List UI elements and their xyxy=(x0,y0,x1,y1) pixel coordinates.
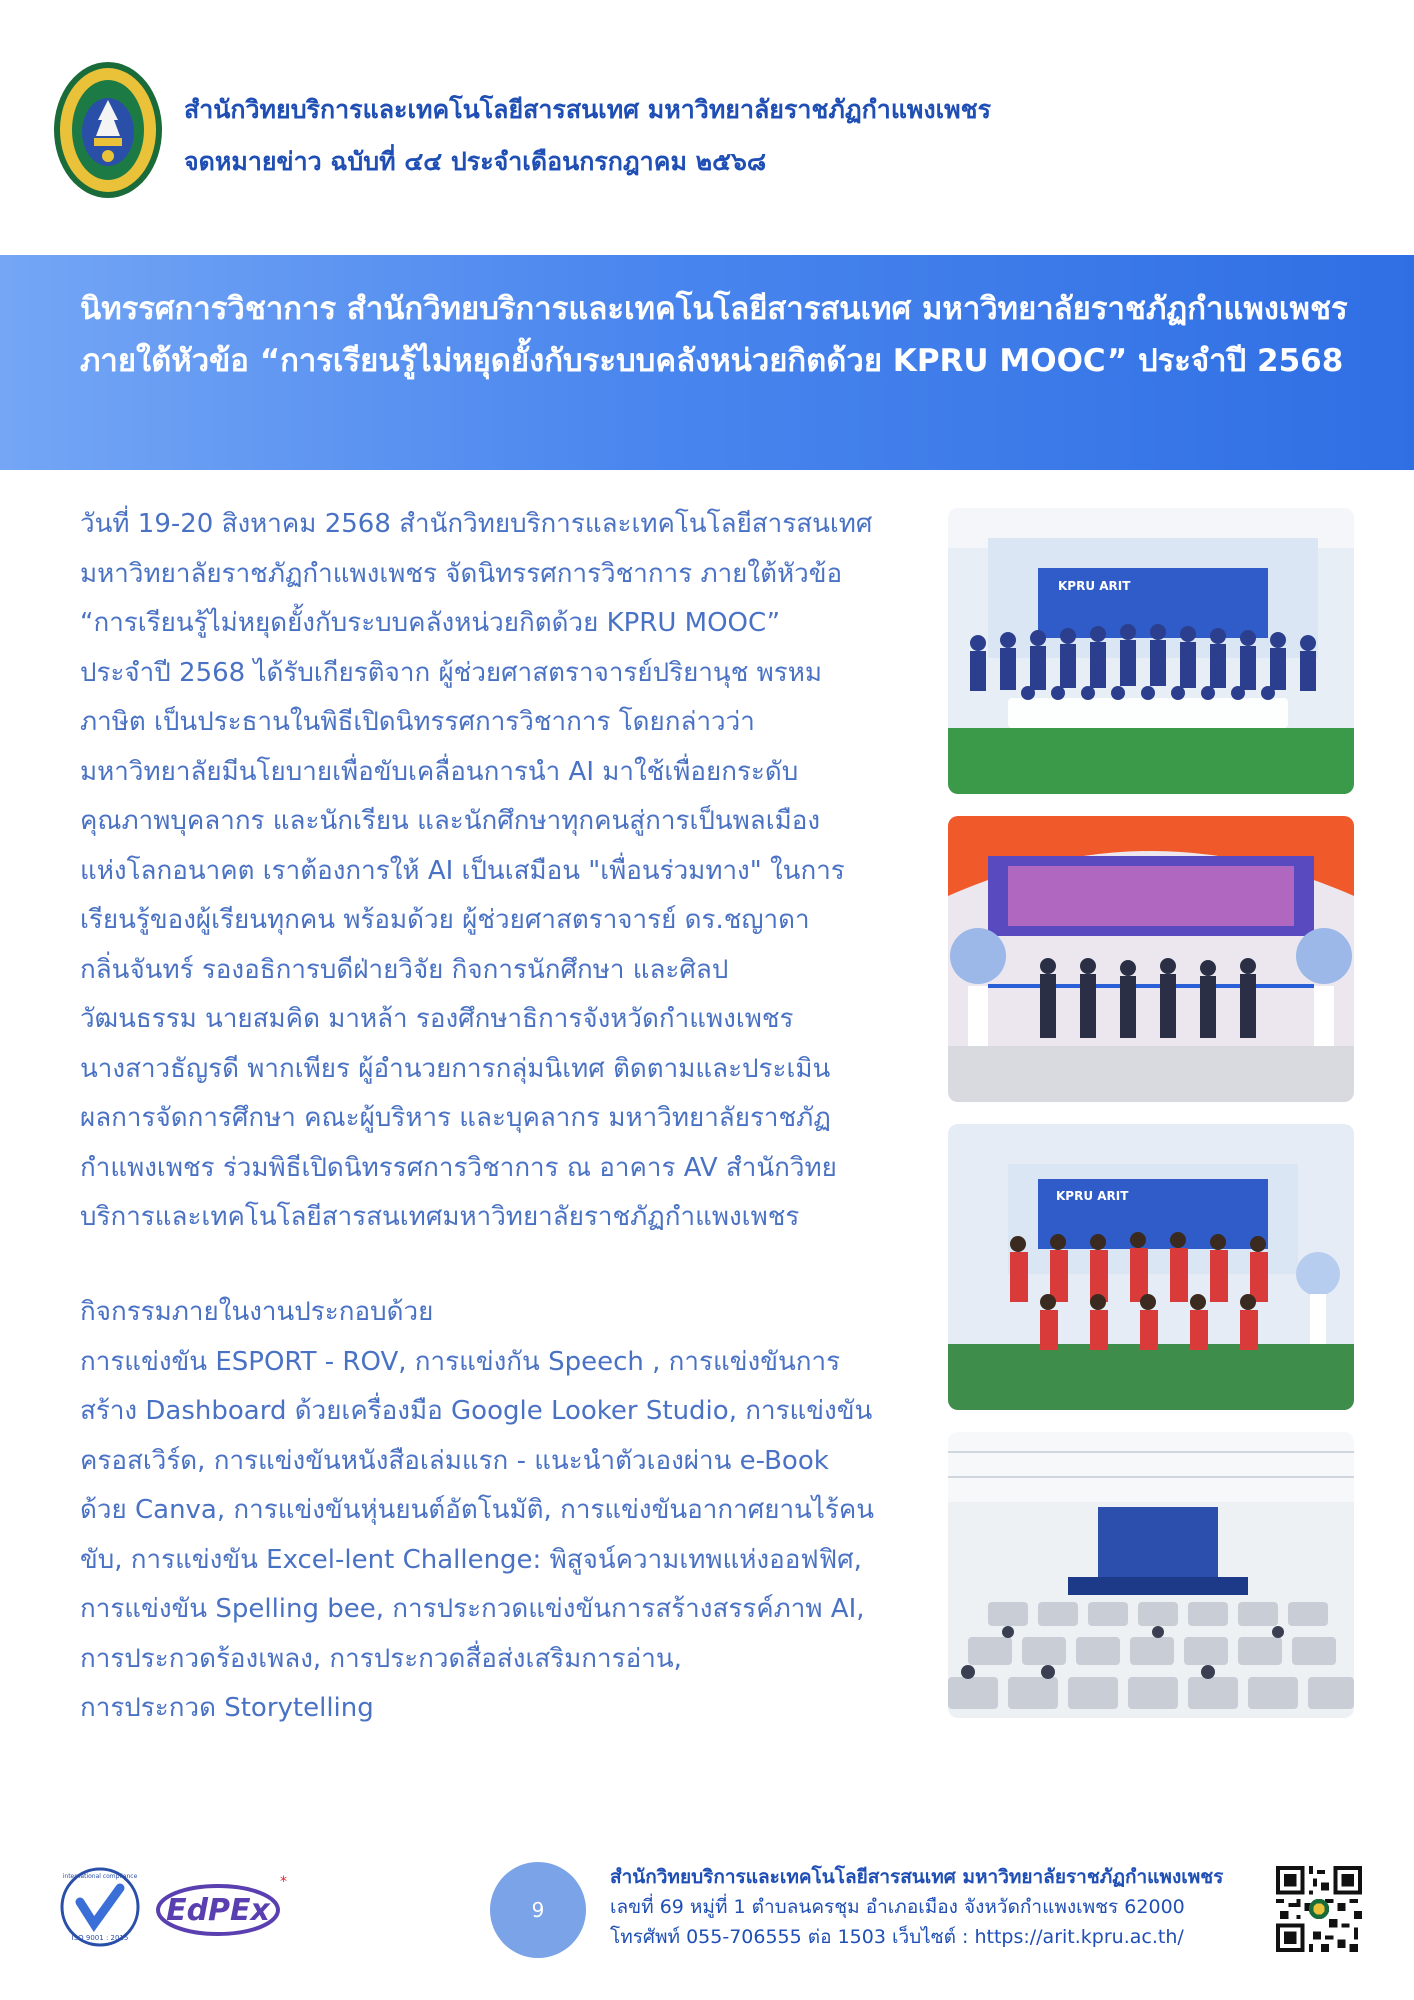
photo-group-opening xyxy=(948,508,1354,794)
footer-contact xyxy=(610,1862,1260,1952)
activities-line: การประกวด Storytelling xyxy=(80,1693,374,1723)
body-line: มหาวิทยาลัยราชภัฏกำแพงเพชร จัดนิทรรศการวิชาการ ภายใต้หัวข้อ xyxy=(80,558,843,589)
body-line: วัฒนธรรม นายสมคิด มาหล้า รองศึกษาธิการจังหวัดกำแพงเพชร xyxy=(80,1004,794,1034)
footer-org-name: สำนักวิทยบริการและเทคโนโลยีสารสนเทศ มหาวิทยาลัยราชภัฏกำแพงเพชร xyxy=(610,1866,1224,1888)
body-line: ประจำปี 2568 ได้รับเกียรติจาก ผู้ช่วยศาสตราจารย์ปริยานุช พรหม xyxy=(80,657,822,688)
edpex-logo xyxy=(158,1874,287,1934)
qr-code-icon[interactable] xyxy=(1276,1866,1362,1952)
photo3-sign-text: KPRU ARIT xyxy=(1056,1189,1129,1203)
photo1-sign-text: KPRU ARIT xyxy=(1058,579,1131,593)
activities-line: สร้าง Dashboard ด้วยเครื่องมือ Google Looker Studio, การแข่งขัน xyxy=(80,1396,873,1426)
activities-line: การแข่งขัน ESPORT - ROV, การแข่งกัน Speech , การแข่งขันการ xyxy=(80,1346,841,1377)
body-line: คุณภาพบุคลากร และนักเรียน และนักศึกษาทุกคนสู่การเป็นพลเมือง xyxy=(80,806,821,836)
iso-label: ISO 9001 : 2015 xyxy=(71,1934,129,1942)
header-issue: จดหมายข่าว ฉบับที่ ๔๔ ประจำเดือนกรกฎาคม ๒๕๖๘ xyxy=(184,147,767,176)
activities-line: การประกวดร้องเพลง, การประกวดสื่อส่งเสริมการอ่าน, xyxy=(80,1643,682,1674)
edpex-text: EdPEx xyxy=(166,1893,270,1928)
activities-line: การแข่งขัน Spelling bee, การประกวดแข่งขันการสร้างสรรค์ภาพ AI, xyxy=(80,1594,865,1624)
university-seal-logo xyxy=(52,60,164,200)
activities-line: ขับ, การแข่งขัน Excel-lent Challenge: พิสูจน์ความเทพแห่งออฟฟิศ, xyxy=(80,1544,862,1575)
activities-line: ด้วย Canva, การแข่งขันหุ่นยนต์อัตโนมัติ, การแข่งขันอากาศยานไร้คน xyxy=(80,1495,875,1525)
body-line: “การเรียนรู้ไม่หยุดยั้งกับระบบคลังหน่วยกิตด้วย KPRU MOOC” xyxy=(80,608,781,638)
activities-section xyxy=(80,1288,930,1734)
newsletter-header xyxy=(0,0,1414,250)
activities-heading: กิจกรรมภายในงานประกอบด้วย xyxy=(80,1297,434,1327)
body-line: กลิ่นจันทร์ รองอธิการบดีฝ่ายวิจัย กิจการนักศึกษา และศิลป xyxy=(80,954,729,985)
article-title: นิทรรศการวิชาการ สำนักวิทยบริการและเทคโนโลยีสารสนเทศ มหาวิทยาลัยราชภัฏกำแพงเพชร ภายใต้หัวข้อ “การเรียนรู้ไม่หยุดยั้งกับระบบคลังหน่วยกิตด้วย KPRU MOOC” ประจำปี 2568 xyxy=(80,291,1348,379)
photo-auditorium xyxy=(948,1432,1354,1718)
iso-ring-label: international compliance xyxy=(62,1873,138,1880)
page-number: 9 xyxy=(490,1862,586,1958)
footer-address: เลขที่ 69 หมู่ที่ 1 ตำบลนครชุม อำเภอเมือง จังหวัดกำแพงเพชร 62000 xyxy=(610,1896,1185,1918)
certification-logos xyxy=(58,1862,298,1952)
body-line: กำแพงเพชร ร่วมพิธีเปิดนิทรรศการวิชาการ ณ อาคาร AV สำนักวิทย xyxy=(80,1152,837,1183)
title-banner xyxy=(0,255,1414,470)
activities-line: ครอสเวิร์ด, การแข่งขันหนังสือเล่มแรก - แนะนำตัวเองผ่าน e-Book xyxy=(80,1445,829,1476)
body-line: แห่งโลกอนาคต เราต้องการให้ AI เป็นเสมือน "เพื่อนร่วมทาง" ในการ xyxy=(80,855,845,886)
photo-ribbon-cutting xyxy=(948,816,1354,1102)
photo-students-group xyxy=(948,1124,1354,1410)
svg-text:*: * xyxy=(280,1874,287,1890)
article-body xyxy=(80,500,930,1243)
footer-phone-website[interactable]: โทรศัพท์ 055-706555 ต่อ 1503 เว็บไซต์ : https://arit.kpru.ac.th/ xyxy=(610,1926,1184,1948)
iso-certification-logo xyxy=(62,1869,138,1945)
body-line: ผลการจัดการศึกษา คณะผู้บริหาร และบุคลากร มหาวิทยาลัยราชภัฏ xyxy=(80,1103,831,1133)
body-line: นางสาวธัญรดี พากเพียร ผู้อำนวยการกลุ่มนิเทศ ติดตามและประเมิน xyxy=(80,1053,831,1084)
body-line: เรียนรู้ของผู้เรียนทุกคน พร้อมด้วย ผู้ช่วยศาสตราจารย์ ดร.ชญาดา xyxy=(80,905,810,935)
body-line: ภาษิต เป็นประธานในพิธีเปิดนิทรรศการวิชาการ โดยกล่าวว่า xyxy=(80,707,755,737)
body-line: มหาวิทยาลัยมีนโยบายเพื่อขับเคลื่อนการนำ AI มาใช้เพื่อยกระดับ xyxy=(80,756,799,787)
body-line: วันที่ 19-20 สิงหาคม 2568 สำนักวิทยบริการและเทคโนโลยีสารสนเทศ xyxy=(80,509,873,539)
body-line: บริการและเทคโนโลยีสารสนเทศมหาวิทยาลัยราชภัฏกำแพงเพชร xyxy=(80,1202,800,1232)
header-org-name: สำนักวิทยบริการและเทคโนโลยีสารสนเทศ มหาวิทยาลัยราชภัฏกำแพงเพชร xyxy=(184,95,992,124)
